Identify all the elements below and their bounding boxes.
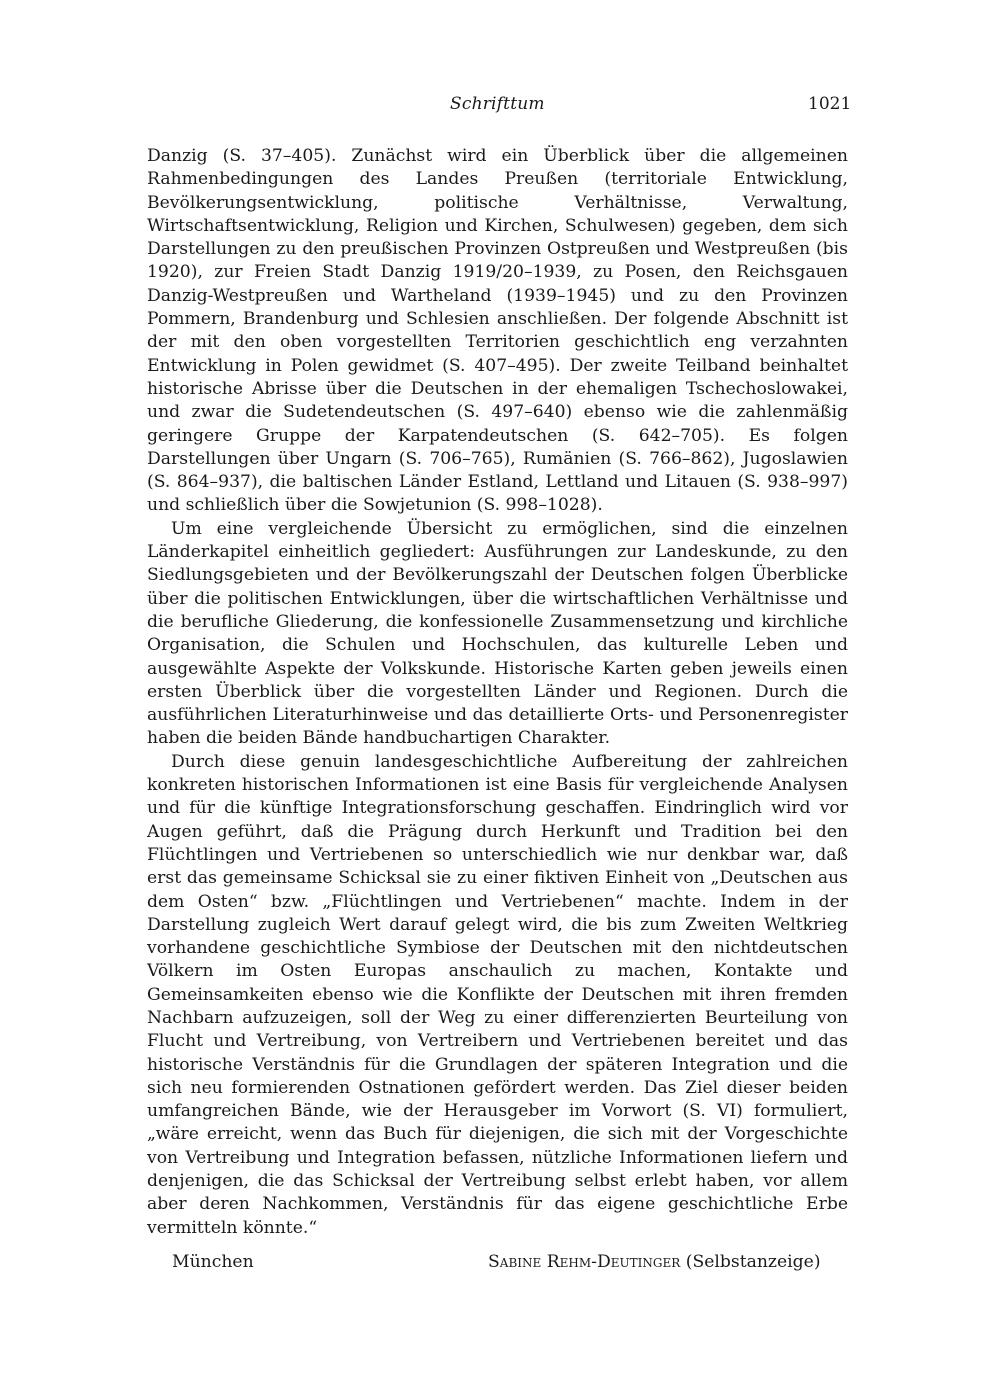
signature-author-line [488,1251,821,1274]
signature-place: München [172,1252,254,1272]
author-note: (Selbstanzeige) [685,1252,821,1272]
body-text [147,145,848,1240]
author-name: Sabine Rehm-Deutinger [488,1252,681,1272]
page-number: 1021 [808,94,852,114]
paragraph-assessment: Durch diese genuin landesgeschichtliche Aufbereitung der zahlreichen konkreten historischen Informationen ist eine Basis für vergleichende Analysen und für die künftige Integrationsforschung geschaffen. Eindringlich wird vor Augen geführt, daß die Prägung durch Herkunft und Tradition bei den Flüchtlingen und Vertriebenen so unterschiedlich wie nur denkbar war, daß erst das gemeinsame Schicksal sie zu einer fiktiven Einheit von „Deutschen aus dem Osten“ bzw. „Flüchtlingen und Vertriebenen“ machte. Indem in der Darstellung zugleich Wert darauf gelegt wird, die bis zum Zweiten Weltkrieg vorhandene geschichtliche Symbiose der Deutschen mit den nichtdeutschen Völkern im Osten Europas anschaulich zu machen, Kontakte und Gemeinsamkeiten ebenso wie die Konflikte der Deutschen mit ihren fremden Nachbarn aufzuzeigen, soll der Weg zu einer differenzierten Beurteilung von Flucht und Vertreibung, von Vertreibern und Vertriebenen bereitet und das historische Verständnis für die Grundlagen der späteren Integration und die sich neu formierenden Ostnationen gefördert werden. Das Ziel dieser beiden umfangreichen Bände, wie der Herausgeber im Vorwort (S. VI) formuliert, „wäre erreicht, wenn das Buch für diejenigen, die sich mit der Vorgeschichte von Vertreibung und Integration befassen, nützliche Informationen liefern und denjenigen, die das Schicksal der Vertreibung selbst erlebt haben, vor allem aber deren Nachkommen, Verständnis für das eigene geschichtliche Erbe vermitteln könnte.“ [147,751,848,1238]
paragraph-continuation: Danzig (S. 37–405). Zunächst wird ein Überblick über die allgemeinen Rahmenbedingungen des Landes Preußen (territoriale Entwicklung, Bevölkerungsentwicklung, politische Verhältnisse, Verwaltung, Wirtschaftsentwicklung, Religion und Kirchen, Schulwesen) gegeben, dem sich Darstellungen zu den preußischen Provinzen Ostpreußen und Westpreußen (bis 1920), zur Freien Stadt Danzig 1919/20–1939, zu Posen, den Reichsgauen Danzig-Westpreußen und Wartheland (1939–1945) und zu den Provinzen Pommern, Brandenburg und Schlesien anschließen. Der folgende Abschnitt ist der mit den oben vorgestellten Territorien geschichtlich eng verzahnten Entwicklung in Polen gewidmet (S. 407–495). Der zweite Teilband beinhaltet historische Abrisse über die Deutschen in der ehemaligen Tschechoslowakei, und zwar die Sudetendeutschen (S. 497–640) ebenso wie die zahlenmäßig geringere Gruppe der Karpatendeutschen (S. 642–705). Es folgen Darstellungen über Ungarn (S. 706–765), Rumänien (S. 766–862), Jugoslawien (S. 864–937), die baltischen Länder Estland, Lettland und Litauen (S. 938–997) und schließlich über die Sowjetunion (S. 998–1028). [147,146,848,516]
running-head-title: Schrifttum [450,94,545,114]
paragraph-structure: Um eine vergleichende Übersicht zu ermöglichen, sind die einzelnen Länderkapitel einheitlich gegliedert: Ausführungen zur Landeskunde, zu den Siedlungsgebieten und der Bevölkerungszahl der Deutschen folgen Überblicke über die politischen Entwicklungen, über die wirtschaftlichen Verhältnisse und die berufliche Gliederung, die konfessionelle Zusammensetzung und kirchliche Organisation, die Schulen und Hochschulen, das kulturelle Leben und ausgewählte Aspekte der Volkskunde. Historische Karten geben jeweils einen ersten Überblick über die vorgestellten Länder und Regionen. Durch die ausführlichen Literaturhinweise und das detaillierte Orts- und Personenregister haben die beiden Bände handbuchartigen Charakter. [147,518,848,749]
